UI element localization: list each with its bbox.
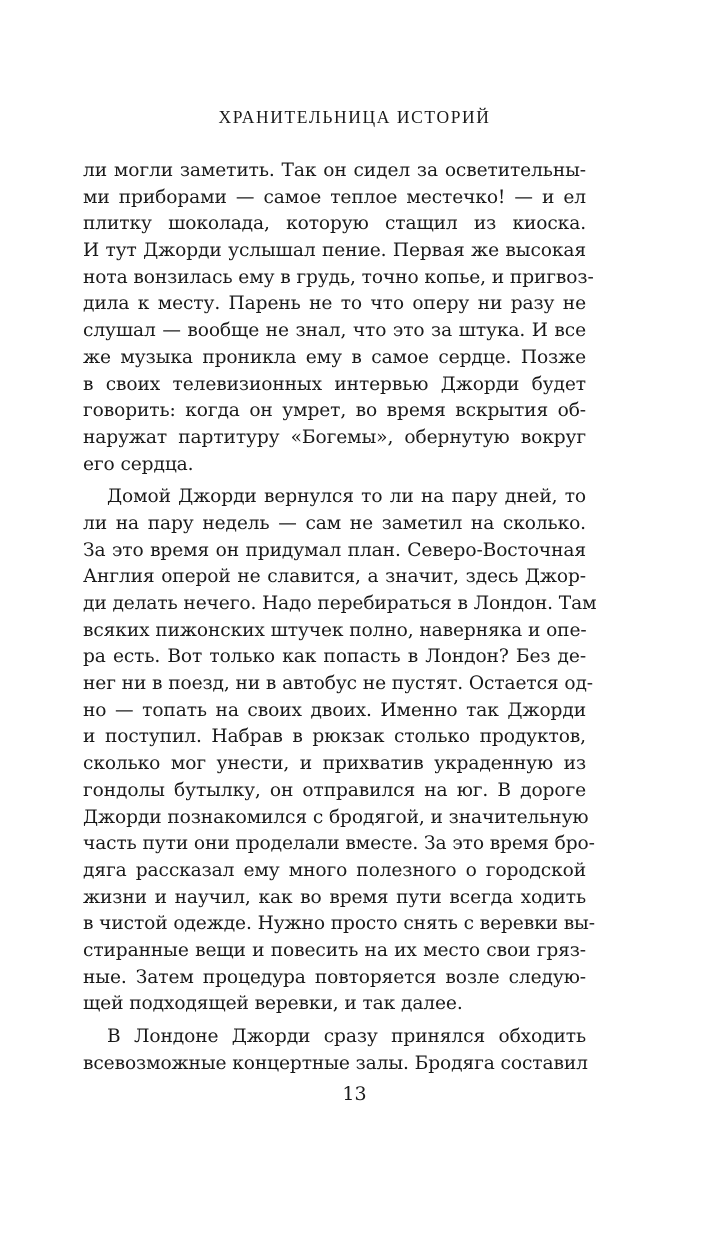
text-line: всяких пижонских штучек полно, наверняка и опе- — [83, 619, 587, 641]
text-line: нег ни в поезд, ни в автобус не пустят. Остается од- — [83, 673, 593, 695]
text-line: щей подходящей веревки, и так далее. — [83, 993, 463, 1015]
text-line: наружат партитуру «Богемы», обернутую вокруг — [83, 426, 586, 448]
text-line: но — топать на своих двоих. Именно так Джорди — [83, 699, 586, 721]
text-line: жизни и научил, как во время пути всегда ходить — [83, 886, 586, 908]
text-line: слушал — вообще не знал, что это за штука. И все — [83, 320, 586, 342]
text-line: нота вонзилась ему в грудь, точно копье, и пригвоз- — [83, 266, 594, 288]
paragraph-3 — [83, 1024, 586, 1077]
running-head: ХРАНИТЕЛЬНИЦА ИСТОРИЙ — [218, 107, 491, 127]
body-text — [83, 158, 597, 1077]
text-line: В Лондоне Джорди сразу принялся обходить — [107, 1026, 586, 1047]
page-number: 13 — [342, 1083, 367, 1105]
text-line: часть пути они проделали вместе. За это время бро- — [83, 833, 595, 855]
text-line: плитку шоколада, которую стащил из киоска. — [83, 213, 586, 235]
text-line: гондолы бутылку, он отправился на юг. В дороге — [83, 779, 586, 801]
text-line: ра есть. Вот только как попасть в Лондон? Без де- — [83, 646, 586, 668]
text-line: Домой Джорди вернулся то ли на пару дней, то — [107, 486, 586, 508]
text-line: в своих телевизионных интервью Джорди будет — [83, 373, 586, 395]
paragraph-1 — [83, 158, 594, 478]
text-line: его сердца. — [83, 453, 194, 475]
text-line: ми приборами — самое теплое местечко! — и ел — [83, 186, 586, 208]
text-line: ли могли заметить. Так он сидел за осветительны- — [83, 160, 586, 181]
text-line: ли на пару недель — сам не заметил на сколько. — [83, 512, 586, 534]
text-line: же музыка проникла ему в самое сердце. Позже — [83, 346, 586, 368]
text-line: дила к месту. Парень не то что оперу ни разу не — [83, 293, 586, 315]
text-line: дяга рассказал ему много полезного о городской — [83, 859, 586, 881]
text-line: Англия оперой не славится, а значит, здесь Джор- — [83, 566, 586, 588]
text-line: ные. Затем процедура повторяется возле следую- — [83, 966, 586, 988]
paragraph-2 — [83, 484, 597, 1018]
text-line: Джорди познакомился с бродягой, и значительную — [83, 806, 589, 828]
text-line: стиранные вещи и повесить на их место свои гряз- — [83, 939, 586, 961]
text-line: в чистой одежде. Нужно просто снять с веревки вы- — [83, 913, 595, 935]
text-line: говорить: когда он умрет, во время вскрытия об- — [83, 400, 586, 422]
text-line: и поступил. Набрав в рюкзак столько продуктов, — [83, 726, 586, 748]
text-line: ди делать нечего. Надо перебираться в Лондон. Там — [83, 593, 597, 614]
text-line: И тут Джорди услышал пение. Первая же высокая — [83, 240, 586, 262]
text-line: сколько мог унести, и прихватив украденную из — [83, 753, 586, 775]
text-line: За это время он придумал план. Северо-Восточная — [83, 539, 586, 561]
text-line: всевозможные концертные залы. Бродяга составил — [83, 1052, 588, 1074]
